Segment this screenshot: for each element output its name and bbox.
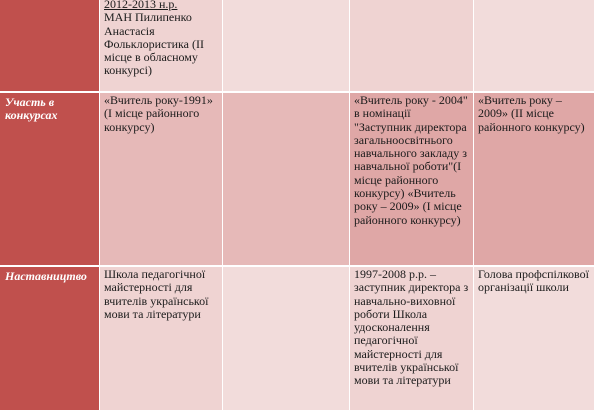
cell-r2-c2 [223,93,350,267]
cell-r3-c2 [223,267,350,410]
row-heading-1 [0,0,100,93]
cell-r2-c4: «Вчитель року – 2009» (ІІ місце районного конкурсу) [474,93,594,267]
cell-r1-c2 [223,0,350,93]
man-text: МАН Пилипенко Анастасія Фольклористика (ІІ місце в обласному конкурсі) [104,10,204,78]
cell-r3-c4: Голова профспілкової організації школи [474,267,594,410]
cell-r3-c3: 1997-2008 р.р. – заступник директора з навчально-виховної роботи Школа удосконалення педагогічної майстерності для вчителів української мови та літератури [350,267,474,410]
year-text: 2012-2013 н.р. [104,0,178,11]
row-heading-mentoring: Наставництво [0,267,100,410]
cell-r1-c4 [474,0,594,93]
cell-r3-c1: Школа педагогічної майстерності для вчителів української мови та літератури [100,267,223,410]
cell-r1-c3 [350,0,474,93]
cell-r2-c1: «Вчитель року-1991» (І місце районного конкурсу) [100,93,223,267]
row-heading-contests: Участь в конкурсах [0,93,100,267]
cell-r2-c3: «Вчитель року - 2004" в номінації "Заступник директора загальноосвітнього навчального закладу з навчальної роботи"(І місце районного конкурсу) «Вчитель року – 2009» (І місце районного конкурсу) [350,93,474,267]
cell-r1-c1 [100,0,223,93]
